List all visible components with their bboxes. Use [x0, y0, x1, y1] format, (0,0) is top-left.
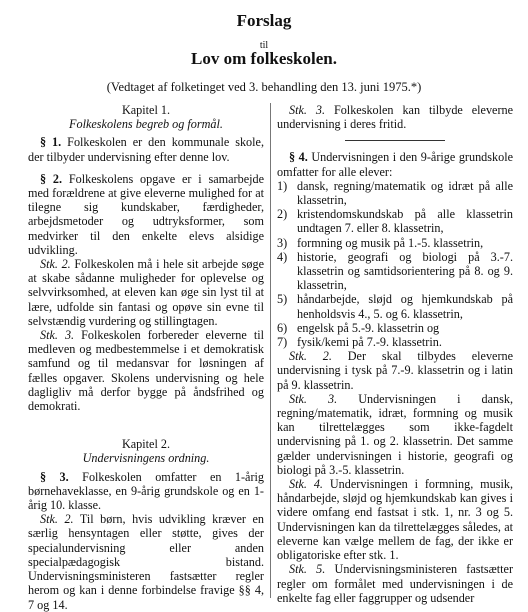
section-4-stk-2 — [277, 349, 513, 392]
list-item-text: historie, geografi og biologi på 3.-7. klassetrin og samtidsorientering på 8. og 9. klassetrin, — [297, 249, 513, 293]
subject-list — [277, 179, 513, 349]
list-item-text: fysik/kemi på 7.-9. klassetrin. — [297, 335, 442, 350]
section-3-symbol: § 3. — [40, 469, 69, 484]
section-1-text: Folkeskolen er den kommunale skole, der tilbyder undervisning efter denne lov. — [28, 135, 264, 164]
section-4-text: Undervisningen i den 9-årige grundskole omfatter for alle elever: — [277, 150, 513, 179]
list-item-number: 7) — [277, 335, 288, 350]
list-item-number: 3) — [277, 235, 288, 250]
section-4-stk-3 — [277, 392, 513, 477]
stk-text: Folkeskolen må i hele sit arbejde søge at skabe sådanne muligheder for oplevelse og selvvirksomhed, at eleven kan øge sin lyst til at lære, udfolde sin fantasi og opøve sin evne til selvstændig vurdering og stillingtagen. — [28, 257, 265, 328]
section-1-symbol: § 1. — [40, 135, 62, 150]
stk-label: Stk. 3. — [289, 391, 338, 406]
subject-list-item — [277, 321, 513, 335]
section-2-text: Folkeskolens opgave er i samarbejde med forældrene at give eleverne mulighed for at tilegne sig kundskaber, færdigheder, arbejdsmetoder og udtryksformer, som medvirker til den enkelte elevs alsidige udvikling. — [28, 171, 265, 257]
list-item-text: håndarbejde, sløjd og hjemkundskab på henholdsvis 4., 5. og 6. klassetrin, — [297, 292, 513, 321]
chapter-2-heading: Kapitel 2. — [121, 437, 171, 452]
stk-label: Stk. 5. — [289, 562, 326, 577]
chapter-2-title: Undervisningens ordning. — [82, 451, 210, 466]
section-3 — [28, 470, 264, 513]
list-item-text: kristendomskundskab på alle klassetrin undtagen 7. eller 8. klassetrin, — [297, 207, 513, 236]
section-4-stk-5 — [277, 562, 513, 605]
title-connector: til — [259, 40, 269, 51]
list-item-text: dansk, regning/matematik og idræt på alle klassetrin, — [297, 178, 513, 208]
section-3-stk-2 — [28, 512, 264, 611]
subject-list-item — [277, 250, 513, 293]
section-3-text: Folkeskolen omfatter en 1-årig børnehaveklasse, en 9-årig grundskole og en 1-årig 10. klasse. — [28, 469, 265, 513]
subject-list-item — [277, 179, 513, 207]
list-item-number: 5) — [277, 292, 288, 307]
stk-text: Undervisningen i formning, musik, håndarbejde, sløjd og hjemkundskab kan gives i videre omfang end fastsat i stk. 1, nr. 3 og 5. Undervisningen kan da tilrettelægges således, at eleverne kan vælge mellem de fag, der ikke er obligatoriske efter stk. 1. — [277, 477, 514, 563]
chapter-1-heading: Kapitel 1. — [121, 103, 171, 117]
stk-text: Til børn, hvis udvikling kræver en særlig hensyntagen eller støtte, gives der specialundervisning eller anden specialpædagogisk bistand. Undervisningsministeren fastsætter regler herom og kan i denne forbindelse fravige §§ 4, 7 og 14. — [28, 512, 264, 612]
list-item-text: engelsk på 5.-9. klassetrin og — [297, 320, 440, 335]
subject-list-item — [277, 236, 513, 250]
list-item-number: 4) — [277, 249, 288, 264]
chapter-1-title: Folkeskolens begreb og formål. — [69, 117, 223, 132]
stk-label: Stk. 3. — [40, 328, 75, 343]
right-column — [277, 103, 513, 605]
section-4-symbol: § 4. — [289, 150, 308, 165]
section-2-stk-3 — [28, 328, 264, 413]
stk-text: Folkeskolen kan tilbyde eleverne undervisning i deres fritid. — [277, 103, 514, 132]
adoption-note: (Vedtaget af folketinget ved 3. behandling den 13. juni 1975.*) — [106, 80, 422, 94]
section-4 — [277, 150, 513, 178]
subject-list-item — [277, 335, 513, 349]
list-item-number: 6) — [277, 320, 288, 335]
section-2 — [28, 172, 264, 257]
subject-list-item — [277, 292, 513, 320]
list-item-number: 2) — [277, 207, 288, 222]
document-title: Forslag — [236, 11, 292, 30]
subject-list-item — [277, 207, 513, 235]
stk-text: Folkeskolen forbereder eleverne til medleven og medbestemmelse i et demokratisk samfund og til medansvar for løsningen af fælles opgaver. Skolens undervisning og hele dagligliv må derfor bygge på åndsfrihed og demokrati. — [28, 328, 264, 414]
document-subtitle: Lov om folkeskolen. — [191, 49, 337, 68]
section-rule — [345, 140, 445, 141]
section-3-stk-3 — [277, 103, 513, 131]
stk-text: Undervisningen i dansk, regning/matematik, idræt, formning og musik kan tilrettelægges som ikke-fagdelt undervisning på 1. og 2. klassetrin. Det samme gælder undervisningen i historie, geografi og biologi på 3.-5. klassetrin. — [277, 391, 514, 477]
stk-text: Der skal tilbydes eleverne undervisning i tysk på 7.-9. klassetrin og i latin på 9. klassetrin. — [277, 349, 514, 392]
section-2-symbol: § 2. — [40, 171, 63, 186]
section-1 — [28, 135, 264, 163]
stk-label: Stk. 2. — [40, 512, 74, 527]
stk-label: Stk. 4. — [289, 477, 323, 492]
stk-label: Stk. 2. — [40, 257, 71, 272]
section-2-stk-2 — [28, 257, 264, 328]
list-item-number: 1) — [277, 178, 288, 193]
stk-label: Stk. 2. — [289, 349, 332, 364]
section-4-stk-4 — [277, 477, 513, 562]
column-divider — [270, 103, 271, 598]
stk-label: Stk. 3. — [289, 103, 326, 117]
left-column — [28, 103, 264, 612]
stk-text: Undervisningsministeren fastsætter regler om formålet med undervisningen i de enkelte fag eller faggrupper og udsender — [277, 562, 514, 605]
list-item-text: formning og musik på 1.-5. klassetrin, — [297, 235, 484, 250]
